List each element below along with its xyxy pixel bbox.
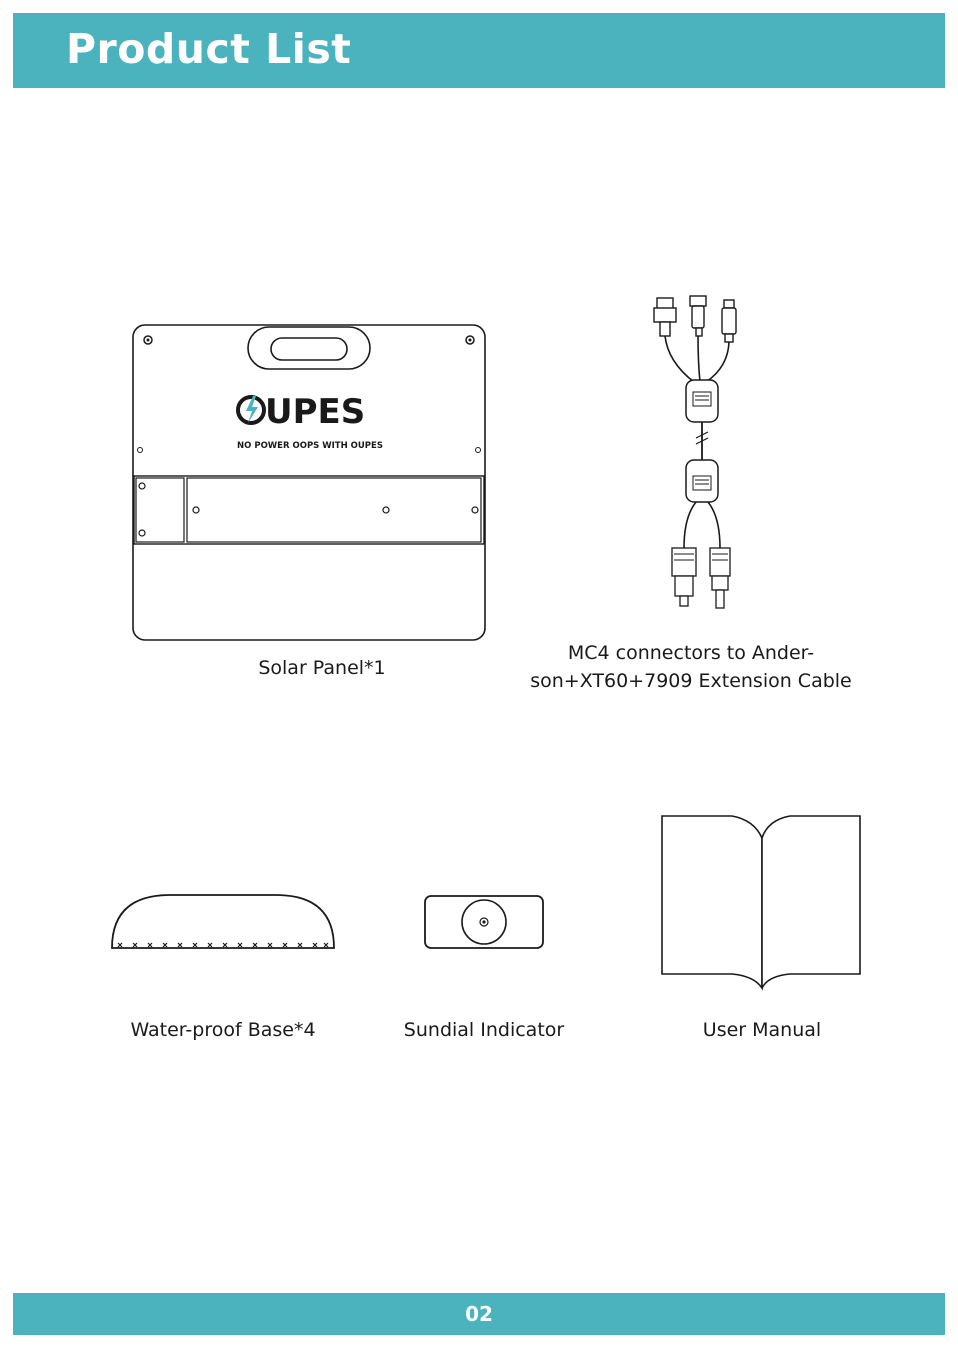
brand-logo-text: UPES	[265, 392, 366, 432]
caption-extension-cable-line1: MC4 connectors to Ander-	[567, 642, 815, 664]
page-number: 02	[465, 1302, 493, 1326]
caption-solar-panel: Solar Panel*1	[258, 657, 386, 679]
caption-extension-cable-line2: son+XT60+7909 Extension Cable	[530, 670, 852, 692]
caption-waterproof-base: Water-proof Base*4	[130, 1019, 316, 1041]
sundial-indicator-illustration	[422, 893, 546, 953]
extension-cable-illustration	[640, 292, 750, 612]
waterproof-base-illustration	[108, 890, 338, 956]
caption-sundial-indicator: Sundial Indicator	[403, 1019, 565, 1041]
footer-bar	[13, 1293, 945, 1335]
solar-panel-illustration	[130, 322, 490, 644]
brand-tagline: NO POWER OOPS WITH OUPES	[237, 441, 383, 451]
page-title: Product List	[66, 25, 352, 73]
caption-user-manual: User Manual	[702, 1019, 822, 1041]
user-manual-illustration	[658, 812, 864, 992]
header-bar	[13, 13, 945, 88]
